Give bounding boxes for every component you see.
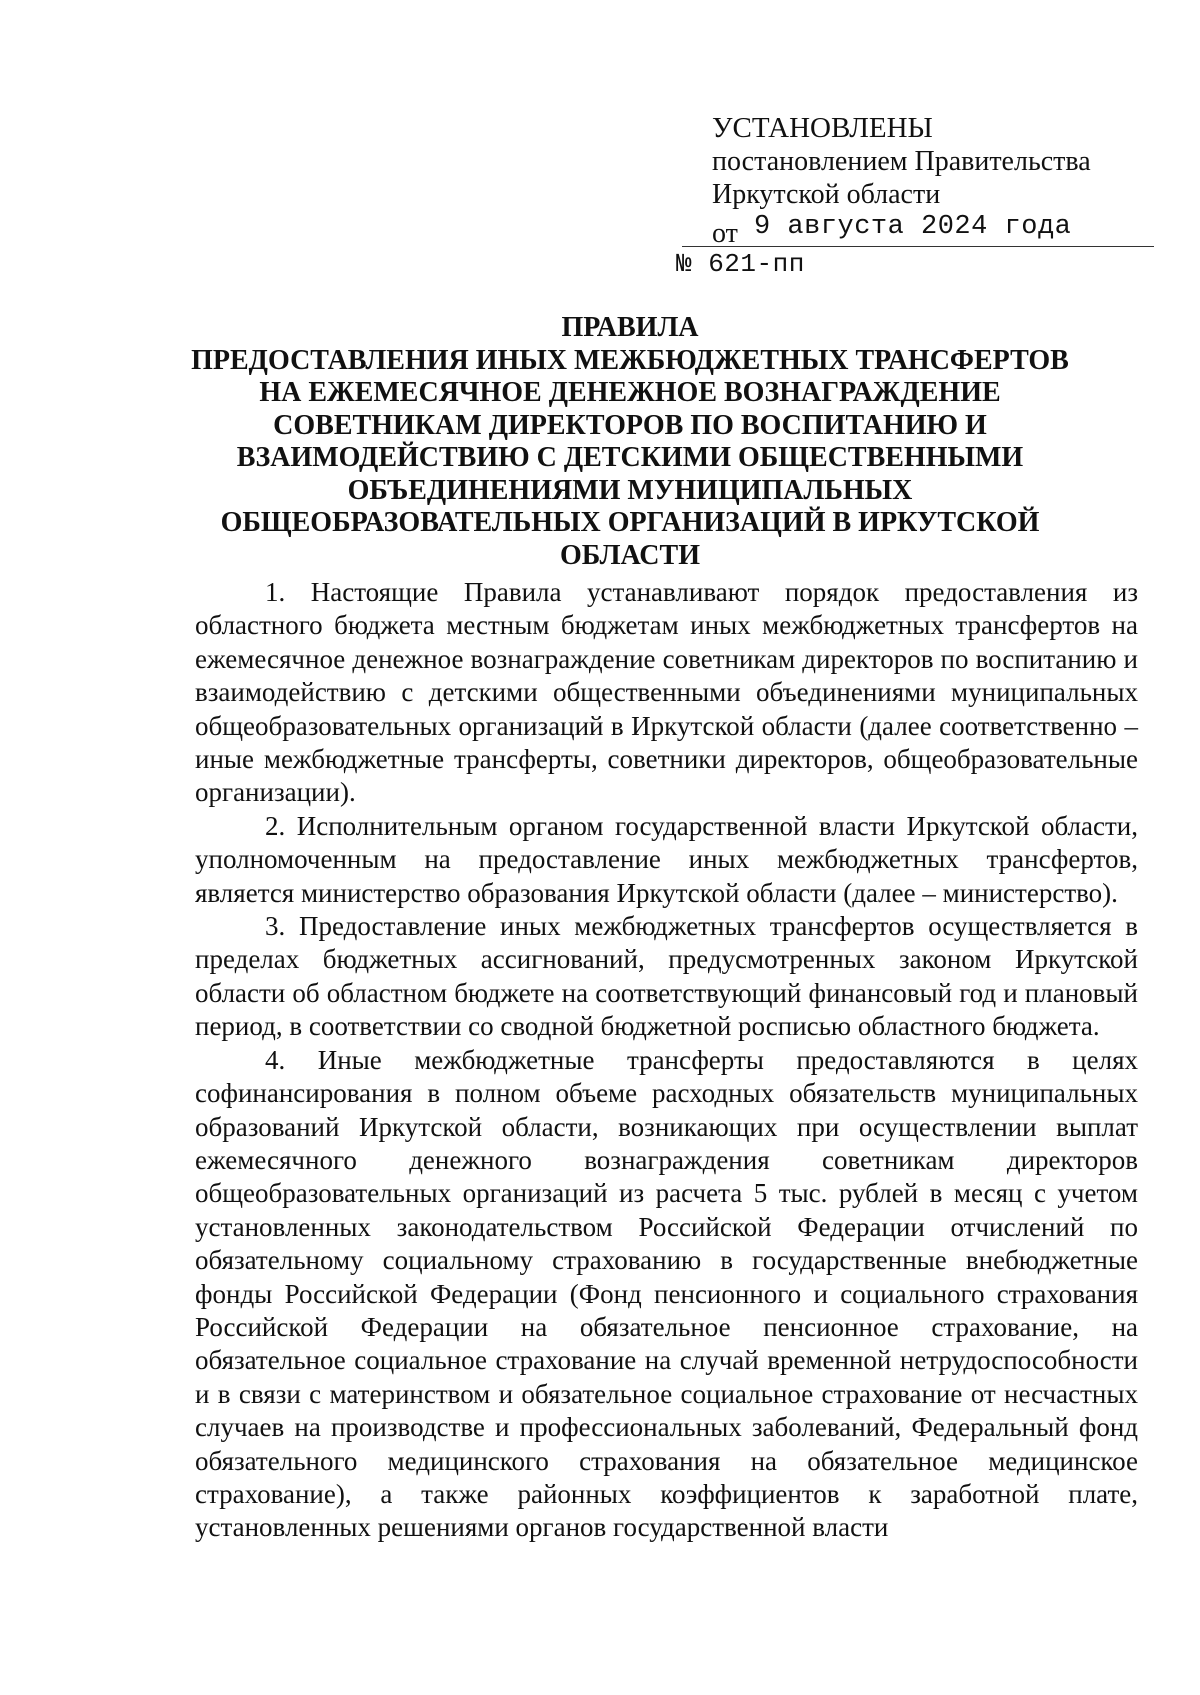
paragraph-4: 4. Иные межбюджетные трансферты предоставляются в целях софинансирования в полном объеме расходных обязательств муниципальных образований Иркутской области, возникающих при осуществлении выплат ежемесячного денежного вознаграждения советникам директоров общеобразовательных организаций из расчета 5 тыс. рублей в месяц с учетом установленных законодательством Российской Федерации отчислений по обязательному социальному страхованию в государственные внебюджетные фонды Российской Федерации (Фонд пенсионного и социального страхования Российской Федерации на обязательное пенсионное страхование, на обязательное социальное страхование на случай временной нетрудоспособности и в связи с материнством и обязательное социальное страхование от несчастных случаев на производстве и профессиональных заболеваний, Федеральный фонд обязательного медицинского страхования на обязательное медицинское страхование), а также районных коэффициентов к заработной плате, установленных решениями органов государственной власти	[195, 1044, 1138, 1543]
approval-date: 9 августа 2024 года	[754, 212, 1072, 242]
approval-date-prefix: от	[712, 218, 738, 249]
title-heading: ПРАВИЛА	[561, 312, 699, 343]
document-body	[195, 576, 1138, 1545]
approval-date-line	[712, 211, 1132, 249]
approval-number: № 621-пп	[676, 249, 805, 279]
date-underline	[682, 246, 1154, 247]
document-title	[180, 312, 1080, 572]
paragraph-3: 3. Предоставление иных межбюджетных трансфертов осуществляется в пределах бюджетных ассигнований, предусмотренных законом Иркутской области об областном бюджете на соответствующий финансовый год и плановый период, в соответствии со сводной бюджетной росписью областного бюджета.	[195, 911, 1138, 1042]
paragraph-1: 1. Настоящие Правила устанавливают порядок предоставления из областного бюджета местным бюджетам иных межбюджетных трансфертов на ежемесячное денежное вознаграждение советникам директоров по воспитанию и взаимодействию с детскими общественными объединениями муниципальных общеобразовательных организаций в Иркутской области (далее соответственно – иные межбюджетные трансферты, советники директоров, общеобразовательные организации).	[195, 577, 1138, 808]
approval-heading: УСТАНОВЛЕНЫ	[712, 112, 933, 144]
title-subject: ПРЕДОСТАВЛЕНИЯ ИНЫХ МЕЖБЮДЖЕТНЫХ ТРАНСФЕРТОВ НА ЕЖЕМЕСЯЧНОЕ ДЕНЕЖНОЕ ВОЗНАГРАЖДЕНИЕ СОВЕТНИКАМ ДИРЕКТОРОВ ПО ВОСПИТАНИЮ И ВЗАИМОДЕЙСТВИЮ С ДЕТСКИМИ ОБЩЕСТВЕННЫМИ ОБЪЕДИНЕНИЯМИ МУНИЦИПАЛЬНЫХ ОБЩЕОБРАЗОВАТЕЛЬНЫХ ОРГАНИЗАЦИЙ В ИРКУТСКОЙ ОБЛАСТИ	[191, 344, 1069, 571]
approval-line-1: постановлением Правительства	[712, 146, 1091, 177]
paragraph-2: 2. Исполнительным органом государственной власти Иркутской области, уполномоченным на предоставление иных межбюджетных трансфертов, является министерство образования Иркутской области (далее – министерство).	[195, 810, 1138, 908]
approval-block	[676, 112, 1152, 279]
approval-line-2: Иркутской области	[712, 179, 941, 210]
